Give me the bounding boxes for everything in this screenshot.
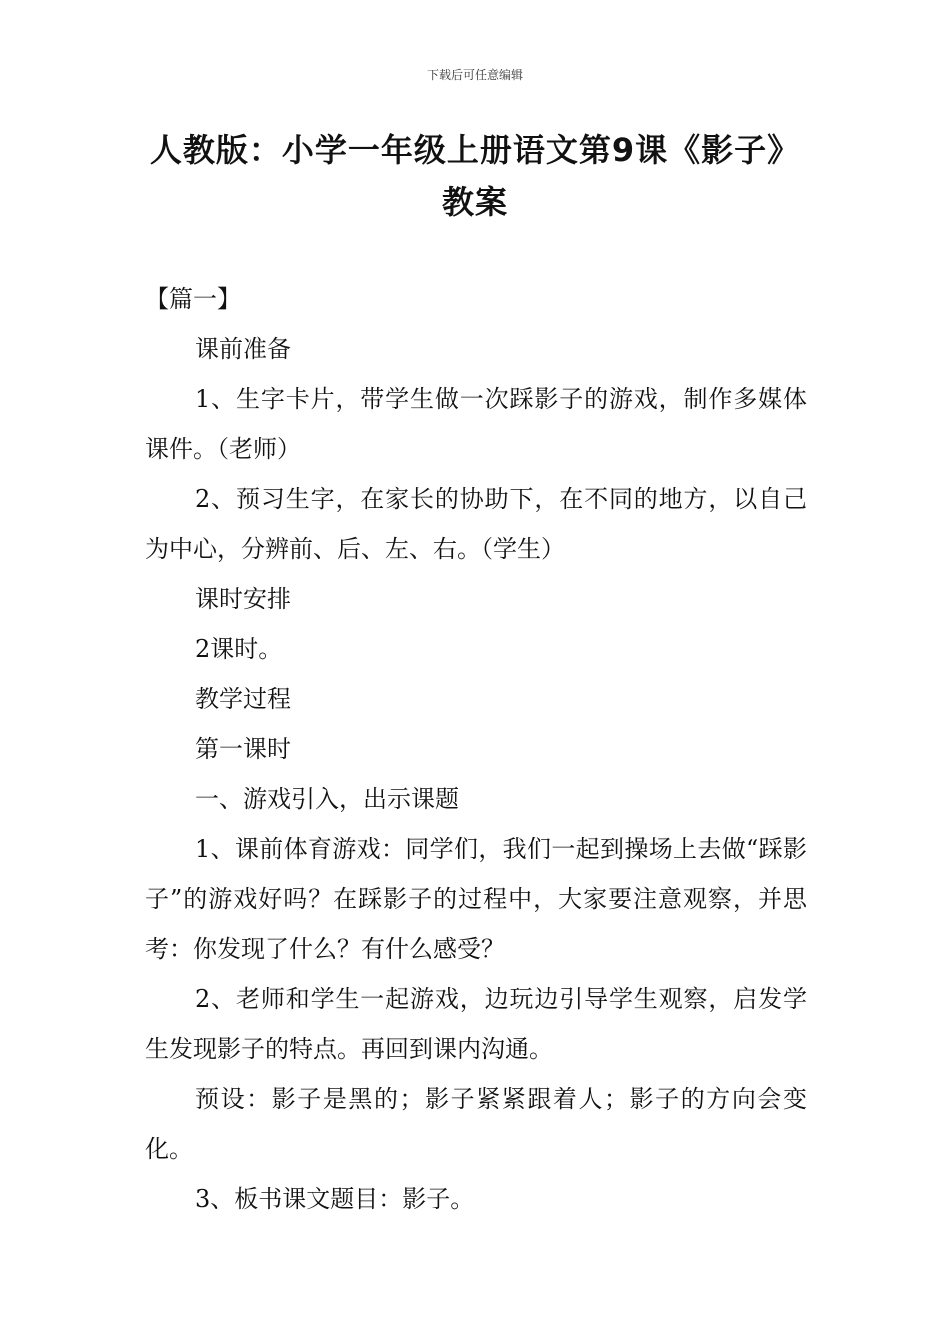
paragraph-step-one-play: 2、老师和学生一起游戏，边玩边引导学生观察，启发学生发现影子的特点。再回到课内沟通。 [145,985,807,1063]
paragraph-process-heading: 教学过程 [195,685,291,713]
paragraph-step-one-heading: 一、游戏引入，出示课题 [195,785,459,813]
document-title: 人教版：小学一年级上册语文第9课《影子》教案 [149,131,801,221]
document-body [145,274,807,1224]
paragraph-first-lesson: 第一课时 [195,735,291,763]
paragraph-step-one-preset: 预设：影子是黑的；影子紧紧跟着人；影子的方向会变化。 [145,1085,807,1163]
paragraph-step-one-board: 3、板书课文题目：影子。 [195,1185,475,1213]
paragraph-schedule-value: 2课时。 [195,635,283,663]
paragraph-prep-teacher: 1、生字卡片，带学生做一次踩影子的游戏，制作多媒体课件。（老师） [145,385,807,463]
paragraph-prep-student: 2、预习生字，在家长的协助下，在不同的地方，以自己为中心，分辨前、后、左、右。（学生） [145,485,807,563]
paragraph-step-one-game: 1、课前体育游戏：同学们，我们一起到操场上去做“踩影子”的游戏好吗？在踩影子的过程中，大家要注意观察，并思考：你发现了什么？有什么感受？ [145,835,807,963]
page-header-note: 下载后可任意编辑 [426,68,523,82]
paragraph-schedule-heading: 课时安排 [195,585,291,613]
section-label: 【篇一】 [145,285,241,313]
paragraph-prep-heading: 课前准备 [195,335,291,363]
